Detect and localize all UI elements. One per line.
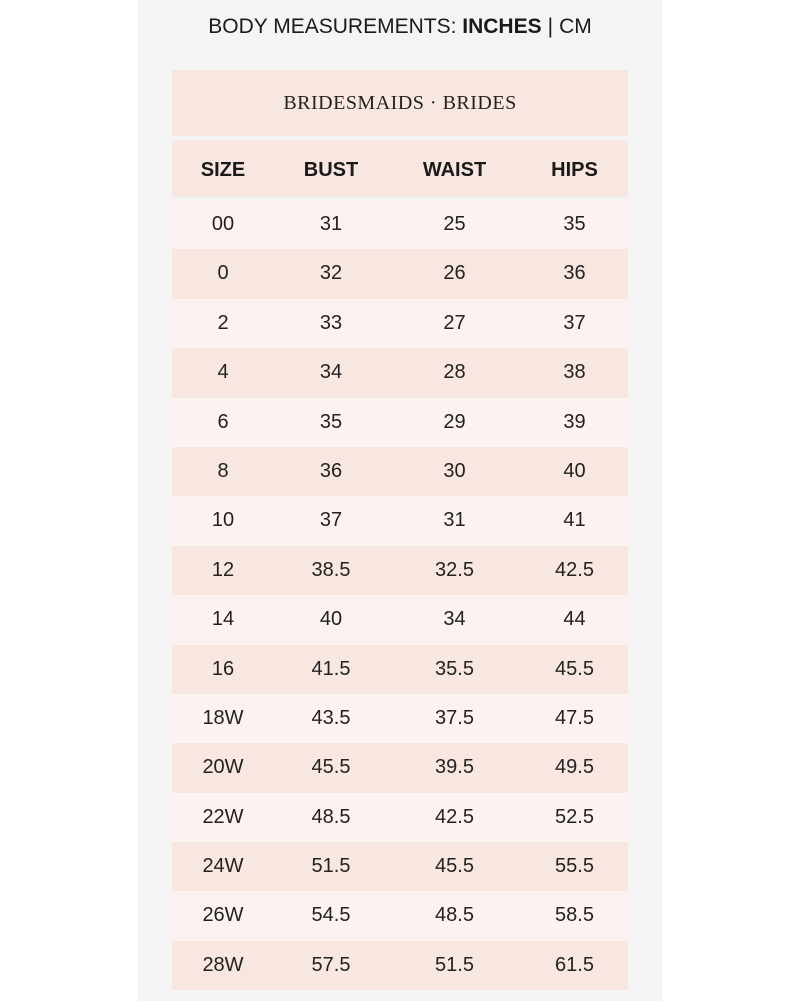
cell-hips: 55.5 [555,855,594,878]
cell-bust: 45.5 [311,756,351,779]
cell-size: 12 [211,558,235,581]
cell-hips: 47.5 [555,706,594,729]
cell-size: 00 [211,213,235,235]
table-row [172,249,628,298]
table-row [172,496,628,545]
cell-size: 6 [217,410,229,433]
unit-separator: | [547,15,554,38]
cell-bust: 36 [319,459,343,482]
cell-waist: 31 [443,509,466,532]
cell-waist: 48.5 [435,904,474,927]
table-row [172,546,628,595]
size-chart-table [172,70,628,990]
table-row [172,694,628,743]
cell-bust: 31 [319,213,343,235]
table-row [172,299,628,348]
cell-size: 18W [202,706,244,729]
cell-hips: 39 [563,410,586,433]
table-body [172,200,628,990]
cell-waist: 28 [443,361,466,384]
cell-waist: 26 [443,262,466,285]
cell-waist: 30 [443,459,466,482]
cell-waist: 39.5 [435,756,474,779]
cell-hips: 58.5 [555,904,594,927]
table-row [172,645,628,694]
header-size: SIZE [200,159,246,181]
table-row [172,398,628,447]
table-row [172,200,628,249]
cell-size: 2 [217,311,229,334]
cell-size: 4 [217,361,229,384]
cell-bust: 32 [319,262,343,285]
cell-hips: 35 [563,213,586,235]
category-separator: · [424,92,443,114]
cell-waist: 34 [443,608,466,631]
cell-size: 20W [202,756,244,779]
cell-size: 28W [202,953,244,976]
unit-cm-option[interactable]: CM [559,15,592,38]
cell-size: 0 [217,262,229,285]
table-header-row [172,140,628,200]
cell-size: 14 [211,608,235,631]
cell-size: 16 [211,657,235,680]
header-waist: WAIST [422,159,487,181]
cell-hips: 61.5 [555,953,594,976]
header-bust: BUST [303,159,359,181]
cell-waist: 37.5 [435,706,474,729]
cell-bust: 41.5 [311,657,351,680]
cell-hips: 52.5 [555,805,594,828]
cell-bust: 40 [319,608,343,631]
table-row [172,891,628,940]
cell-hips: 44 [563,608,586,631]
cell-bust: 33 [319,311,343,334]
cell-bust: 37 [319,509,343,532]
cell-waist: 32.5 [435,558,474,581]
cell-hips: 40 [563,459,586,482]
cell-hips: 37 [563,311,586,334]
table-row [172,793,628,842]
cell-bust: 43.5 [311,706,351,729]
table-row [172,743,628,792]
cell-hips: 38 [563,361,586,384]
cell-hips: 42.5 [555,558,594,581]
cell-waist: 42.5 [435,805,474,828]
cell-size: 10 [211,509,235,532]
cell-hips: 49.5 [555,756,594,779]
cell-waist: 25 [443,213,466,235]
cell-waist: 29 [443,410,466,433]
cell-bust: 48.5 [311,805,351,828]
table-row [172,348,628,397]
cell-waist: 27 [443,311,466,334]
cell-size: 8 [217,459,229,482]
cell-size: 22W [202,805,244,828]
measurements-label: BODY MEASUREMENTS: [208,15,463,38]
cell-waist: 35.5 [435,657,474,680]
category-brides[interactable]: BRIDES [442,92,517,114]
cell-bust: 54.5 [311,904,351,927]
cell-waist: 51.5 [435,953,474,976]
unit-inches-option[interactable]: INCHES [462,15,542,38]
table-row [172,595,628,644]
cell-hips: 36 [563,262,586,285]
cell-size: 26W [202,904,244,927]
cell-hips: 41 [563,509,586,532]
cell-size: 24W [202,855,244,878]
cell-bust: 57.5 [311,953,351,976]
table-row [172,447,628,496]
header-hips: HIPS [551,159,598,181]
cell-bust: 34 [319,361,343,384]
cell-bust: 35 [319,410,343,433]
table-row [172,941,628,990]
cell-waist: 45.5 [435,855,474,878]
cell-bust: 51.5 [311,855,351,878]
category-bridesmaids[interactable]: BRIDESMAIDS [283,92,425,114]
cell-bust: 38.5 [311,558,351,581]
unit-toggle [138,12,662,42]
table-row [172,842,628,891]
cell-hips: 45.5 [555,657,594,680]
category-selector [172,70,628,136]
